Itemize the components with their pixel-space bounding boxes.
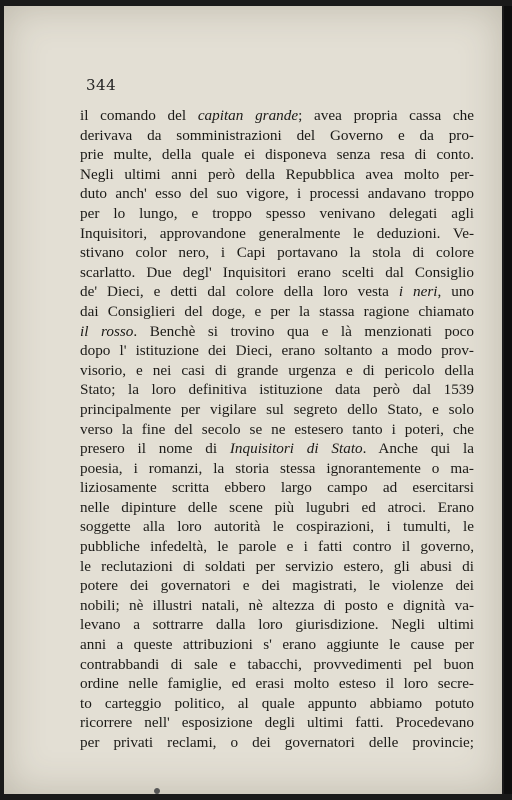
text-line: de' Dieci, e detti dal colore della loro vesta i neri, uno <box>80 283 475 301</box>
text-line: derivava da somministrazioni del Governo e da pro- <box>80 126 474 144</box>
text-line: potere dei governatori e dei magistrati, le violenze dei <box>80 577 474 595</box>
text-line: scarlatto. Due degl' Inquisitori erano scelti dal Consiglio <box>80 263 474 281</box>
text-line: principalmente per vigilare sul segreto dello Stato, e solo <box>80 400 474 418</box>
text-line: nelle dipinture delle scene più lugubri ed atroci. Erano <box>80 498 474 516</box>
text-line: anni a queste attribuzioni s' erano aggiunte le cause per <box>80 636 474 654</box>
text-line: Negli ultimi anni però della Repubblica avea molto per- <box>80 165 474 183</box>
scan-edge <box>504 6 512 794</box>
text-line: visorio, e nei casi di grande urgenza e di pericolo della <box>80 361 474 379</box>
text-line: dopo l' istituzione dei Dieci, erano soltanto a modo prov- <box>80 342 474 360</box>
text-line: Stato; la loro definitiva istituzione data però dal 1539 <box>80 381 474 399</box>
text-line: il rosso. Benchè si trovino qua e là menzionati poco <box>80 322 475 340</box>
text-line: il comando del capitan grande; avea propria cassa che <box>80 107 474 124</box>
text-line: pubbliche infedeltà, le parole e i fatti contro il governo, <box>80 538 474 556</box>
text-line: dai Consiglieri del doge, e per la stassa ragione chiamato <box>80 302 474 320</box>
text-line: per privati reclami, o dei governatori delle provincie; <box>80 734 474 751</box>
page-number: 344 <box>86 76 117 94</box>
body-text <box>80 106 474 753</box>
text-line: stivano color nero, i Capi portavano la stola di colore <box>80 244 474 262</box>
text-line: Inquisitori, approvandone generalmente le deduzioni. Ve- <box>80 224 474 242</box>
text-line: poesia, i romanzi, la storia stessa ignorantemente o ma- <box>80 459 474 477</box>
text-line: le reclutazioni di soldati per servizio estero, gli abusi di <box>80 557 474 575</box>
book-page <box>4 6 502 794</box>
text-line: soggette alla loro autorità le cospirazioni, i tumulti, le <box>80 518 474 536</box>
text-line: prie multe, della quale ei disponeva senza resa di conto. <box>80 146 474 164</box>
text-line: presero il nome di Inquisitori di Stato. Anche qui la <box>80 440 474 458</box>
text-line: liziosamente scritta ebbero largo campo ad esercitarsi <box>80 479 474 497</box>
text-line: verso la fine del secolo se ne estesero tanto i poteri, che <box>80 420 474 438</box>
ink-spot <box>154 788 160 794</box>
text-line: duto anch' esso del suo vigore, i processi andavano troppo <box>80 185 474 203</box>
text-line: nobili; nè illustri natali, nè altezza di posto e dignità va- <box>80 596 474 614</box>
text-line: to carteggio politico, al quale appunto abbiamo potuto <box>80 694 474 712</box>
text-line: ordine nelle famiglie, ed erasi molto esteso il loro secre- <box>80 675 474 693</box>
text-line: ricorrere nell' esposizione degli ultimi fatti. Procedevano <box>80 714 474 732</box>
text-line: levano a sottrarre dalla loro giurisdizione. Negli ultimi <box>80 616 474 634</box>
text-line: contrabbandi di sale e tabacchi, provvedimenti pel buon <box>80 655 474 673</box>
text-line: per lo lungo, e troppo spesso venivano delegati agli <box>80 204 474 222</box>
